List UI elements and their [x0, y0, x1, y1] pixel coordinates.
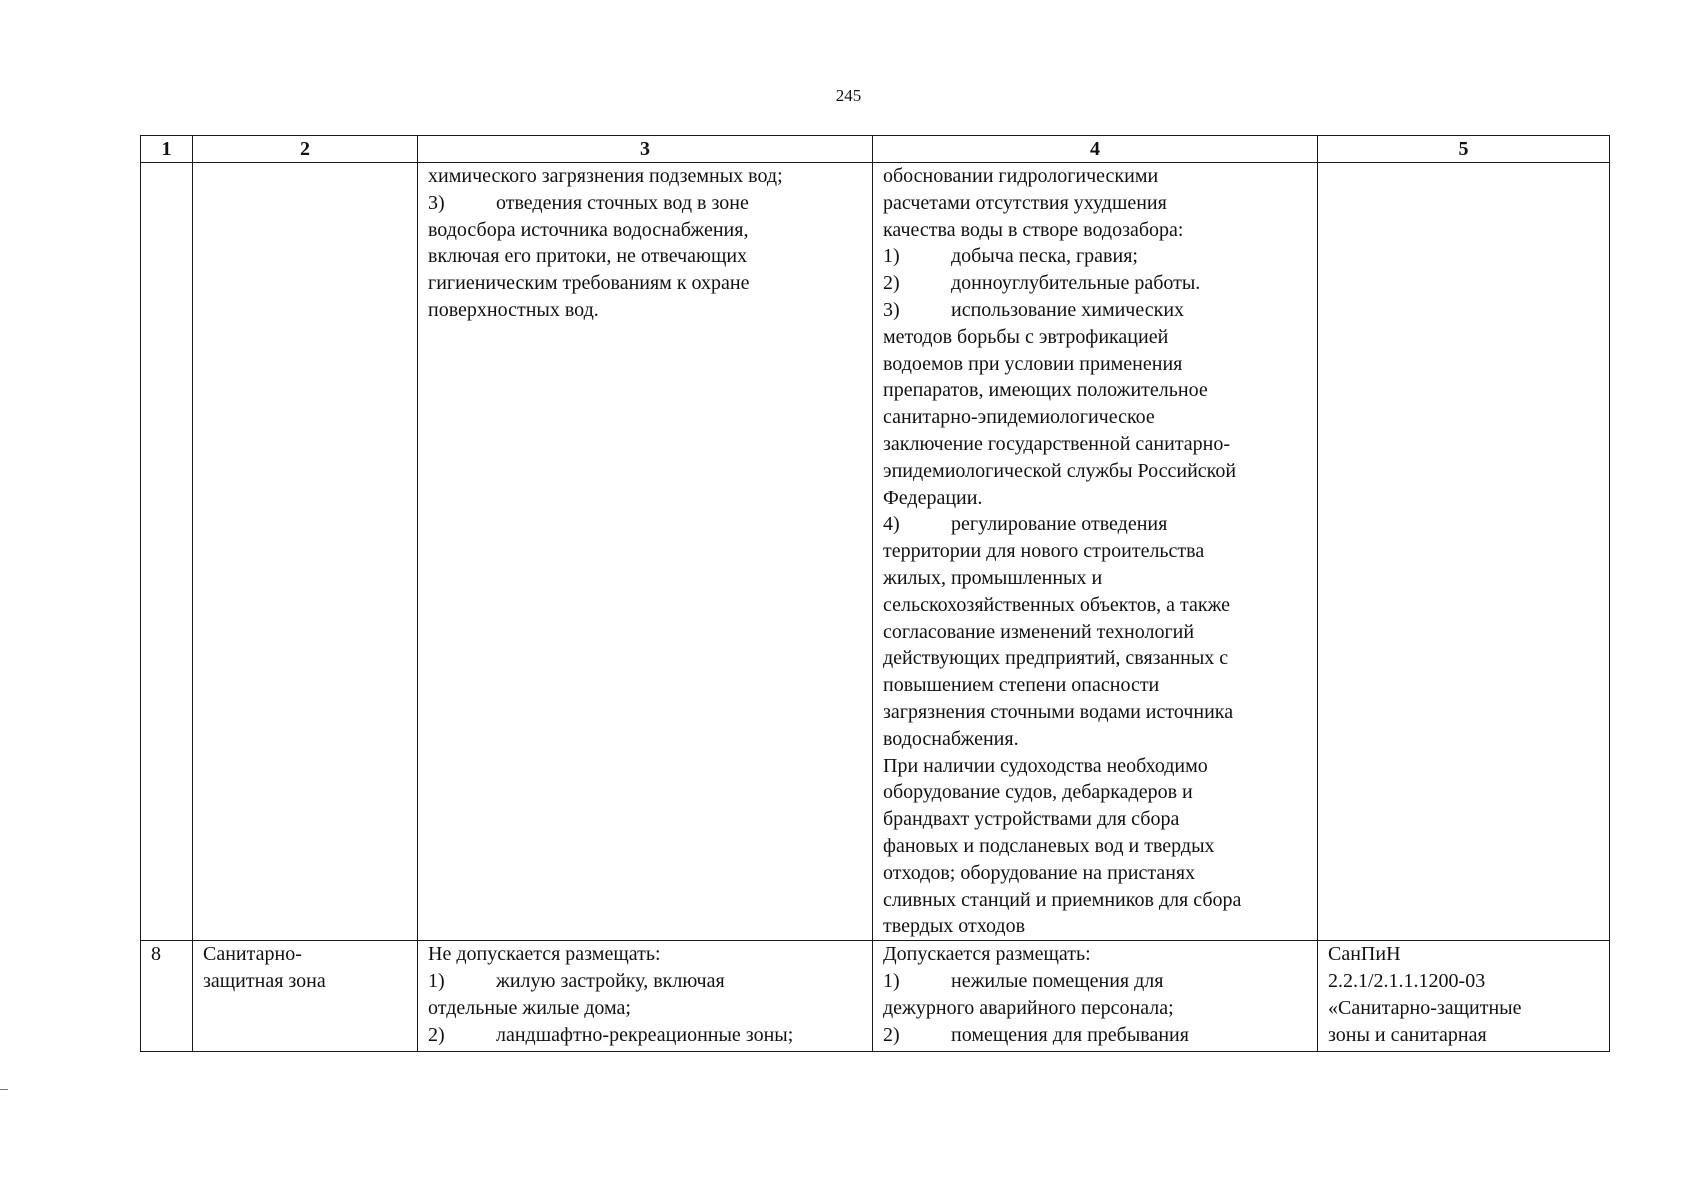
cell-text-line: При наличии судоходства необходимо: [883, 754, 1208, 777]
list-item-number: 1): [428, 969, 445, 992]
list-item-number: 1): [883, 245, 900, 268]
header-col-1: 1: [141, 136, 193, 163]
list-item-text: помещения для пребывания: [951, 1023, 1189, 1046]
cell-text-line: загрязнения сточными водами источника: [883, 700, 1234, 723]
list-item-text: донноуглубительные работы.: [951, 272, 1201, 295]
numbered-list-item: [883, 1022, 1307, 1049]
cell-zone-name: [193, 163, 418, 941]
cell-text-line: отдельные жилые дома;: [428, 996, 631, 1019]
cell-text-line: Не допускается размещать:: [428, 943, 661, 966]
numbered-list-item: [883, 511, 1307, 538]
cell-text-line: действующих предприятий, связанных с: [883, 647, 1229, 670]
cell-text-line: твердых отходов: [883, 915, 1026, 938]
list-item-number: 2): [883, 1023, 900, 1046]
header-col-5: 5: [1318, 136, 1610, 163]
header-col-4: 4: [873, 136, 1318, 163]
numbered-list-item: [428, 968, 862, 995]
cell-text-line: Допускается размещать:: [883, 943, 1091, 966]
list-item-number: 2): [428, 1023, 445, 1046]
cell-text-line: водоснабжения.: [883, 727, 1019, 750]
cell-text-line: поверхностных вод.: [428, 298, 599, 321]
cell-text-line: качества воды в створе водозабора:: [883, 218, 1184, 241]
cell-text-line: препаратов, имеющих положительное: [883, 379, 1208, 402]
cell-text-line: 2.2.1/2.1.1.1200-03: [1328, 969, 1486, 992]
cell-text-line: гигиеническим требованиям к охране: [428, 272, 750, 295]
cell-text-line: Федерации.: [883, 486, 983, 509]
table-row-continuation: [141, 163, 1610, 941]
cell-text-line: обосновании гидрологическими: [883, 165, 1159, 187]
cell-row-number: [141, 163, 193, 941]
list-item-number: 3): [428, 191, 445, 214]
cell-prohibitions: [418, 941, 873, 1052]
list-item-number: 2): [883, 272, 900, 295]
numbered-list-item: [428, 190, 862, 217]
cell-text-line: методов борьбы с эвтрофикацией: [883, 325, 1169, 348]
list-item-text: жилую застройку, включая: [496, 969, 725, 992]
numbered-list-item: [883, 297, 1307, 324]
table-header-row: [141, 136, 1610, 163]
list-item-number: 1): [883, 969, 900, 992]
header-col-3: 3: [418, 136, 873, 163]
header-col-2: 2: [193, 136, 418, 163]
cell-text-line: территории для нового строительства: [883, 540, 1205, 563]
cell-text-line: Санитарно-: [203, 943, 302, 966]
list-item-text: отведения сточных вод в зоне: [496, 191, 749, 214]
cell-text-line: согласование изменений технологий: [883, 620, 1195, 643]
cell-row-number: 8: [141, 941, 193, 1052]
cell-text-line: защитная зона: [203, 969, 326, 992]
regulation-table: [140, 135, 1610, 1052]
cell-prohibitions: [418, 163, 873, 941]
cell-text-line: брандвахт устройствами для сбора: [883, 808, 1180, 831]
cell-text-line: жилых, промышленных и: [883, 566, 1103, 589]
cell-text-line: расчетами отсутствия ухудшения: [883, 191, 1167, 214]
cell-text-line: водоемов при условии применения: [883, 352, 1183, 375]
cell-permissions: [873, 941, 1318, 1052]
list-item-text: нежилые помещения для: [951, 969, 1164, 992]
list-item-number: 3): [883, 298, 900, 321]
list-item-text: регулирование отведения: [951, 513, 1168, 536]
page-number: 245: [835, 86, 862, 105]
table-row-8: [141, 941, 1610, 1052]
numbered-list-item: [428, 1022, 862, 1049]
cell-text-line: оборудование судов, дебаркадеров и: [883, 781, 1193, 804]
cell-text-line: включая его притоки, не отвечающих: [428, 245, 748, 268]
cell-text-line: сельскохозяйственных объектов, а также: [883, 593, 1231, 616]
list-item-text: использование химических: [951, 298, 1185, 321]
cell-regulations: [1318, 941, 1610, 1052]
cell-text-line: сливных станций и приемников для сбора: [883, 888, 1242, 911]
list-item-text: ландшафтно-рекреационные зоны;: [496, 1023, 794, 1046]
cell-text-line: отходов; оборудование на пристанях: [883, 861, 1196, 884]
cell-regulations: [1318, 163, 1610, 941]
list-item-number: 4): [883, 513, 900, 536]
cell-text-line: фановых и подсланевых вод и твердых: [883, 834, 1215, 857]
cell-text-line: санитарно-эпидемиологическое: [883, 406, 1155, 429]
list-item-text: добыча песка, гравия;: [951, 245, 1138, 268]
cell-text-line: эпидемиологической службы Российской: [883, 459, 1237, 482]
cell-text-line: зоны и санитарная: [1328, 1023, 1487, 1046]
cell-text-line: повышением степени опасности: [883, 674, 1160, 697]
numbered-list-item: [883, 968, 1307, 995]
cell-text-line: СанПиН: [1328, 943, 1401, 966]
cell-text-line: заключение государственной санитарно-: [883, 432, 1231, 455]
scan-edge-mark: [0, 1089, 8, 1090]
cell-text-line: дежурного аварийного персонала;: [883, 996, 1174, 1019]
cell-text-line: водосбора источника водоснабжения,: [428, 218, 749, 241]
cell-text-line: «Санитарно-защитные: [1328, 996, 1522, 1019]
numbered-list-item: [883, 270, 1307, 297]
cell-permissions: [873, 163, 1318, 941]
cell-text-line: химического загрязнения подземных вод;: [428, 165, 783, 187]
cell-zone-name: [193, 941, 418, 1052]
numbered-list-item: [883, 243, 1307, 270]
